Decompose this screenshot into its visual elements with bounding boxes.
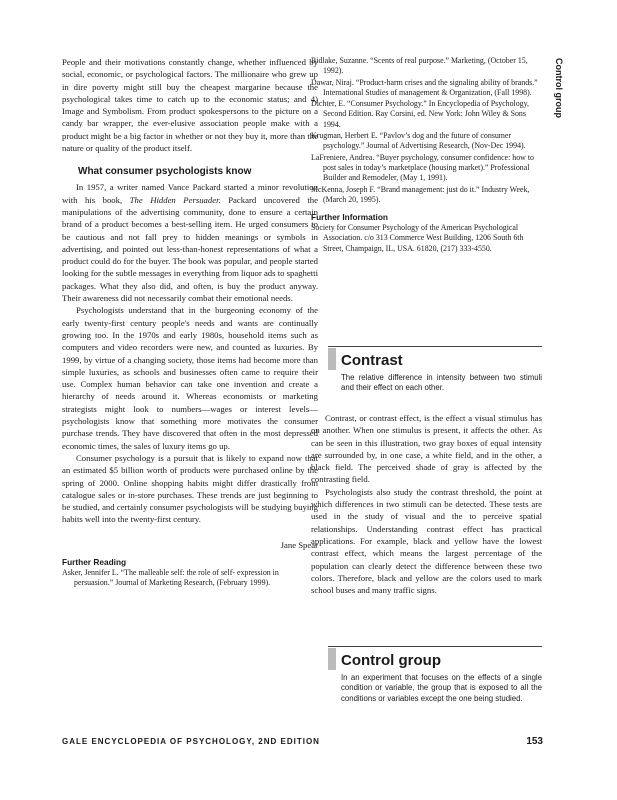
reference-item: Krugman, Herbert E. “Pavlov’s dog and the future of consumer psychology.” Journal of Advertising Research, (Nov-Dec 1994). (311, 131, 526, 151)
paragraph: Psychologists understand that in the burgeoning economy of the early twenty-first century people's needs and wants are continually growing too. In the 1970s and early 1980s, household items such as computers and video recorders were new, and counted as luxuries. By 1999, by virtue of a changing society, those items had become more than simple luxuries, as schools and businesses often came to require their use. Complex human behavior can take one invention and create a hierarchy of needs around it. Whereas economists or marketing strategists might look to numbers—wages or interest levels—psychologists know that something more motivates the consumer purchase trends. They have discovered that often in the most depressed economic times, the sales of luxury items go up. (62, 305, 318, 451)
organization-address: Society for Consumer Psychology of the American Psychological Association. c/o 313 Commerce West Building, 1206 South 6th Street, Champaign, IL, USA. 61820, (217) 333-4550. (311, 223, 524, 253)
contrast-body (311, 412, 542, 596)
paragraph: Contrast, or contrast effect, is the effect a visual stimulus has on another. When one stimulus is present, it affects the other. As can be seen in this illustration, two gray boxes of equal intensity are surrounded by, in one case, a white field, and in the other, a black field. The perceived shade of gray is affected by the contrasting field. (311, 413, 542, 485)
paragraph: Psychologists also study the contrast threshold, the point at which differences in two stimuli can be detected. These tests are used in the study of visual and the to perceive spatial relationships. Understanding contrast effect has practical applications. For example, black and yellow have the lowest contrast effect, which means the largest percentage of the population can clearly detect the difference between these two colors. Therefore, black and yellow are the colors used to mark school buses and many traffic signs. (311, 486, 542, 596)
page-footer (62, 737, 543, 746)
contrast-entry-header (328, 348, 542, 394)
entry-definition: The relative difference in intensity between two stimuli and their effect on each other. (341, 373, 542, 393)
further-information-heading: Further Information (311, 212, 388, 223)
running-head (552, 58, 566, 158)
author-signature: Jane Spear (280, 539, 318, 550)
further-reading-heading: Further Reading (62, 556, 127, 567)
footer-title: GALE ENCYCLOPEDIA OF PSYCHOLOGY, 2ND EDITION (62, 737, 320, 746)
page-number: 153 (526, 736, 543, 747)
entry-title: Control group (341, 652, 441, 669)
reference-item: Bidlake, Suzanne. “Scents of real purpose.” Marketing, (October 15, 1992). (311, 56, 528, 76)
reference-item: Dichter, E. “Consumer Psychology.” In Encyclopedia of Psychology, Second Edition. Ray Corsini, ed. New York: John Wiley & Sons 1994. (311, 99, 530, 129)
entry-title: Contrast (341, 352, 403, 369)
entry-bar (328, 648, 336, 670)
entry-bar (328, 348, 336, 370)
reference-item: Asker, Jennifer L. “The malleable self: the role of self- expression in persuasion.” Journal of Marketing Research, (February 1999). (62, 567, 279, 587)
paragraph: In 1957, a writer named Vance Packard started a minor revolution with his book, The Hidden Persuader. Packard uncovered the manipulations of the advertising community, done to ensure a certain brand of a product becomes a best-selling item. He urged consumers to be cautious and not fall prey to hidden meanings or symbols in advertising, and pointed out less-than-honest representations of what a product could do for the buyer. The book was popular, and people started looking for the subtle messages in everything from liquor ads to spaghetti packages. What they also did, and often, is buy the product anyway. Their awareness did not necessarily combat their emotional needs. (62, 182, 318, 304)
running-head-label: Control group (554, 58, 564, 118)
section-heading: What consumer psychologists know (78, 166, 252, 178)
entry-rule (328, 346, 542, 347)
control-group-entry-header (328, 648, 542, 704)
book-title: The Hidden Persuader. (129, 194, 221, 205)
entry-definition: In an experiment that focuses on the effects of a single condition or variable, the group that is exposed to all the conditions or variables except the one being studied. (341, 673, 542, 703)
reference-item: LaFreniere, Andrea. “Buyer psychology, consumer confidence: how to post sales in today’s marketplace (housing market).” Professional Builder and Remodeler, (May 1, 1991). (311, 152, 534, 183)
reference-item: Dawar, Niraj. “Product-harm crises and the signaling ability of brands.” International Studies of management & Organization, (Fall 1998). (311, 77, 538, 97)
entry-rule (328, 646, 542, 647)
right-column (311, 56, 542, 255)
paragraph: Consumer psychology is a pursuit that is likely to expand now that an estimated $5 billion worth of products were purchased online by the spring of 2000. Online shopping habits might differ drastically from catalogue sales or in-store purchases. These trends are just beginning to be studied, and certainly consumer psychologists will be studying buying habits well into the twenty-first century. (62, 452, 318, 525)
paragraph: People and their motivations constantly change, whether influenced by social, economic, or psychological factors. The millionaire who grew up in dire poverty might still buy the cheapest margarine because the psychological takes time to catch up to the economic status; and 4) Image and Symbolism. From product spokespersons to the picture on a candy bar wrapper, the ever-elusive association people make with a product might be a big factor in whether or not they buy it, more than the nature or quality of the product itself. (62, 57, 318, 154)
reference-item: McKenna, Joseph F. “Brand management: just do it.” Industry Week, (March 20, 1995). (311, 184, 530, 204)
left-column (62, 56, 318, 589)
